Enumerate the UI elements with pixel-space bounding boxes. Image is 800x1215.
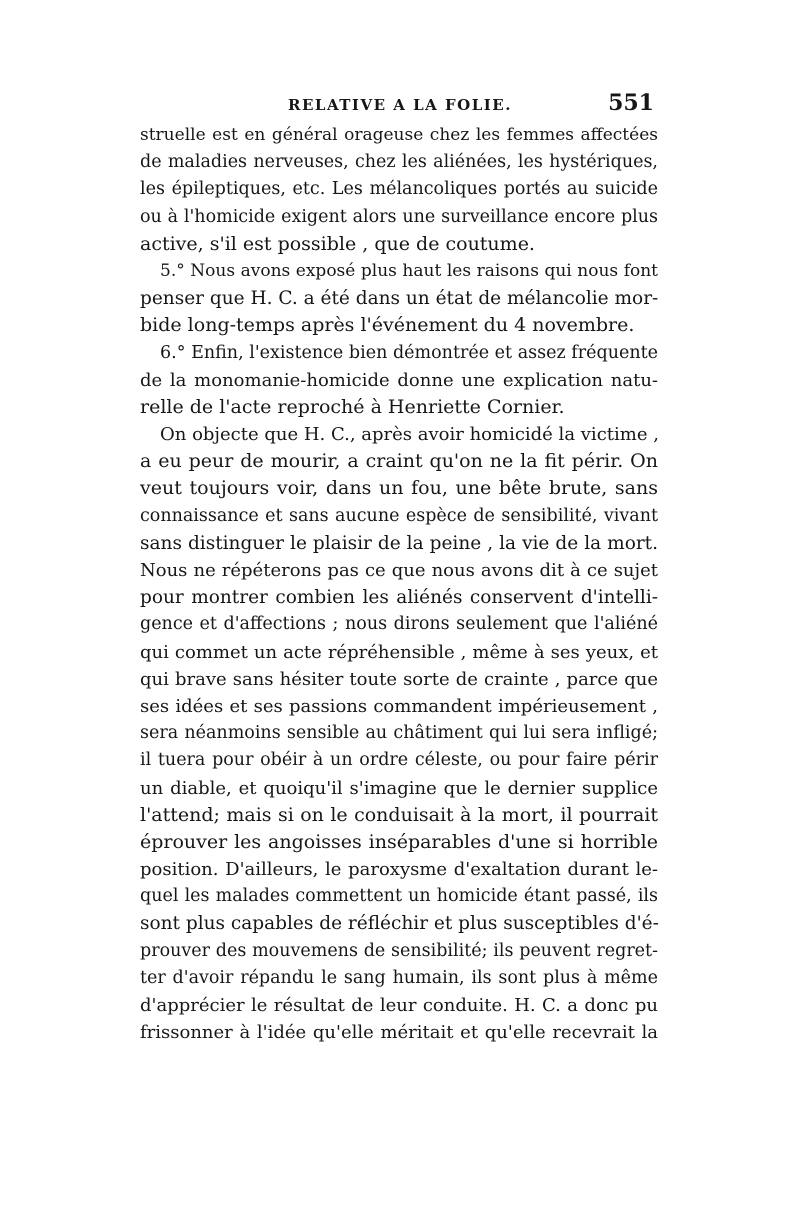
page-number: 551 — [608, 90, 654, 116]
text-line: ou à l'homicide exigent alors une surveillance encore plus — [140, 206, 658, 227]
text-line: struelle est en général orageuse chez les femmes affectées — [140, 125, 658, 145]
text-line: 5.° Nous avons exposé plus haut les raisons qui nous font — [160, 260, 658, 281]
text-line: un diable, et quoiqu'il s'imagine que le dernier supplice — [140, 777, 658, 799]
running-title: RELATIVE A LA FOLIE. — [288, 96, 512, 114]
running-head — [140, 90, 660, 120]
text-line: position. D'ailleurs, le paroxysme d'exaltation durant le- — [140, 859, 658, 881]
text-line: relle de l'acte reproché à Henriette Cornier. — [140, 395, 565, 418]
text-line: sont plus capables de réfléchir et plus susceptibles d'é- — [140, 913, 659, 935]
text-line: de la monomanie-homicide donne une explication natu- — [140, 369, 658, 391]
text-line: prouver des mouvemens de sensibilité; ils peuvent regret- — [140, 940, 658, 961]
text-line: ter d'avoir répandu le sang humain, ils sont plus à même — [140, 967, 658, 988]
text-line: l'attend; mais si on le conduisait à la mort, il pourrait — [140, 803, 658, 826]
text-line: qui commet un acte répréhensible , même à ses yeux, et — [140, 641, 658, 663]
text-line: il tuera pour obéir à un ordre céleste, ou pour faire périr — [140, 750, 658, 771]
text-line: Nous ne répéterons pas ce que nous avons dit à ce sujet — [140, 560, 658, 581]
text-line: éprouver les angoisses inséparables d'une si horrible — [140, 830, 658, 853]
text-line: les épileptiques, etc. Les mélancoliques portés au suicide — [140, 179, 658, 200]
body-text — [140, 122, 658, 1046]
text-line: d'apprécier le résultat de leur conduite. H. C. a donc pu — [140, 995, 658, 1016]
text-line: connaissance et sans aucune espèce de sensibilité, vivant — [140, 505, 658, 526]
text-line: ses idées et ses passions commandent impérieusement , — [140, 695, 658, 717]
text-line: sera néanmoins sensible au châtiment qui lui sera infligé; — [140, 723, 658, 744]
text-line: pour montrer combien les aliénés conservent d'intelli- — [140, 587, 658, 609]
text-line: gence et d'affections ; nous dirons seulement que l'aliéné — [140, 614, 658, 635]
text-line: qui brave sans hésiter toute sorte de crainte , parce que — [140, 668, 658, 690]
text-line: quel les malades commettent un homicide étant passé, ils — [140, 886, 658, 907]
text-line: a eu peur de mourir, a craint qu'on ne la fit périr. On — [140, 450, 658, 473]
text-line: de maladies nerveuses, chez les aliénées, les hystériques, — [140, 152, 658, 173]
text-line: veut toujours voir, dans un fou, une bête brute, sans — [140, 477, 658, 500]
text-line: sans distinguer le plaisir de la peine , la vie de la mort. — [140, 532, 658, 554]
text-line: active, s'il est possible , que de coutume. — [140, 232, 535, 255]
text-line: On objecte que H. C., après avoir homicidé la victime , — [160, 424, 659, 446]
text-line: bide long-temps après l'événement du 4 novembre. — [140, 314, 635, 337]
text-line: 6.° Enfin, l'existence bien démontrée et assez fréquente — [160, 342, 658, 363]
text-line: frissonner à l'idée qu'elle méritait et qu'elle recevrait la — [140, 1022, 658, 1044]
text-line: penser que H. C. a été dans un état de mélancolie mor- — [140, 288, 659, 310]
